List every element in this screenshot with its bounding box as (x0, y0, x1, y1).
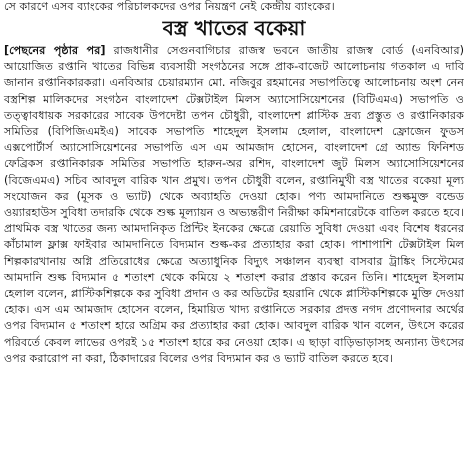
previous-article-tail: সে কারণে এসব ব্যাংকের পরিচালকদের ওপর নিয়ন্ত্রণ নেই কেন্দ্রীয় ব্যাংকের। (4, 0, 335, 13)
continuation-marker: [পেছনের পৃষ্ঠার পর] (4, 44, 106, 57)
article-body (4, 43, 464, 367)
article-headline: বস্ত্র খাতের বকেয়া (162, 16, 306, 40)
article-text: রাজধানীর সেগুনবাগিচার রাজস্ব ভবনে জাতীয় রাজস্ব বোর্ড (এনবিআর) আয়োজিত রপ্তানি খাতের বিভিন্ন ব্যবসায়ী সংগঠনের সঙ্গে প্রাক-বাজেট আলোচনায় গতকাল এ দাবি জানান রপ্তানিকারকরা। এনবিআর চেয়ারম্যান মো. নজিবুর রহমানের সভাপতিত্বে আলোচনায় অংশ নেন বস্ত্রশিল্প মালিকদের সংগঠন বাংলাদেশ টেক্সটাইল মিলস অ্যাসোসিয়েশনের (বিটিএমএ) সভাপতি ও তত্ত্বাবধায়ক সরকারের সাবেক উপদেষ্টা তপন চৌধুরী, বাংলাদেশ প্লাস্টিক দ্রব্য প্রস্তুত ও রপ্তানিকারক সমিতির (বিপিজিএমইএ) সাবেক সভাপতি শাহেদুল ইসলাম হেলাল, বাংলাদেশ ফ্রোজেন ফুডস এক্সপোর্টার্স অ্যাসোসিয়েশনের সভাপতি এস এম আমজাদ হোসেন, বাংলাদেশ গ্রে অ্যান্ড ফিনিশড ফেব্রিকস রপ্তানিকারক সমিতির সভাপতি হারুন-অর রশিদ, বাংলাদেশ জুট মিলস অ্যাসোসিয়েশনের (বিজেএমএ) সচিব আবদুল বারিক খান প্রমুখ। তপন চৌধুরী বলেন, রপ্তানিমুখী বস্ত্র খাতের বকেয়া মূল্য সংযোজন কর (মূসক ও ভ্যাট) থেকে অব্যাহতি দেওয়া হোক। পণ্য আমদানিতে শুল্কমুক্ত বন্ডেড ওয়্যারহাউস সুবিধা তদারকি থেকে শুল্ক মূল্যায়ন ও অভ্যন্তরীণ নিরীক্ষা কমিশনারেটকে বাতিল করতে হবে। প্রাথমিক বস্ত্র খাতের জন্য আমদানিকৃত প্রিন্টিং ইনকের ক্ষেত্রে রেয়াতি সুবিধা দেওয়া এবং বিশেষ ধরনের কাঁচামাল ফ্লাক্স ফাইবার আমদানিতে বিদ্যমান শুল্ক-কর প্রত্যাহার করা হোক। পাশাপাশি টেক্সটাইল মিল শিল্পকারখানায় অগ্নি প্রতিরোধের ক্ষেত্রে অত্যাধুনিক বিদ্যুৎ সঞ্চালন ব্যবস্থা বাসবার ট্রাঙ্কিং সিস্টেমের আমদানি শুল্ক বিদ্যমান ৫ শতাংশ থেকে কমিয়ে ২ শতাংশ করার প্রস্তাব করেন তিনি। শাহেদুল ইসলাম হেলাল বলেন, প্লাস্টিকশিল্পকে কর সুবিধা প্রদান ও কর অডিটের হয়রানি থেকে প্লাস্টিকশিল্পকে মুক্তি দেওয়া হোক। এস এম আমজাদ হোসেন বলেন, হিমায়িত খাদ্য রপ্তানিতে সরকার প্রদত্ত নগদ প্রণোদনার অর্থের ওপর বিদ্যমান ৫ শতাংশ হারে অগ্রিম কর প্রত্যাহার করা হোক। আবদুল বারিক খান বলেন, উৎসে করের পরিবর্তে কেবল লাভের ওপরই ১৫ শতাংশ হারে কর নেওয়া হোক। এ ছাড়া বাড়িভাড়াসহ অন্যান্য উৎসের ওপর করারোপ না করা, ঠিকাদারের বিলের ওপর বিদ্যমান কর ও ভ্যাট বাতিল করতে হবে। (4, 44, 464, 365)
